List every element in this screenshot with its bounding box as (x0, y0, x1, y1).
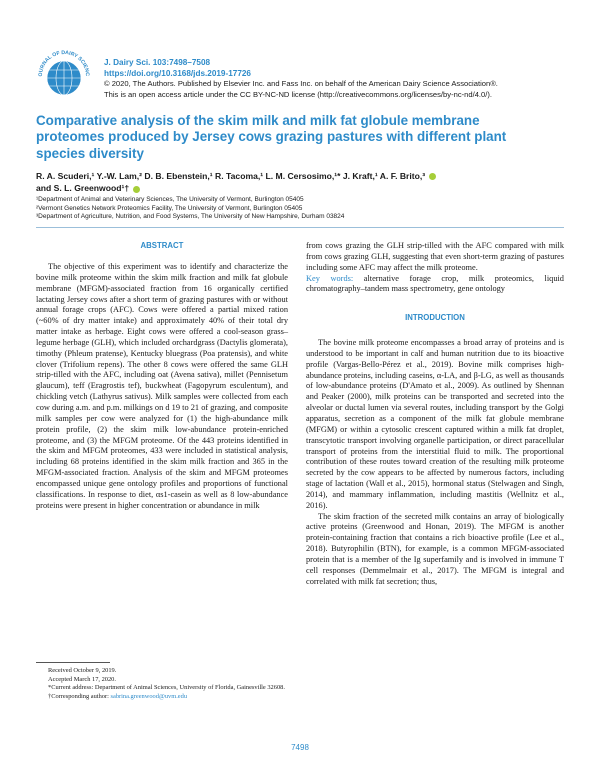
corresponding-author (36, 693, 286, 702)
footnotes (36, 667, 286, 701)
abstract-text: The objective of this experiment was to identify and characterize the bovine milk proteome within the skim milk fraction and milk fat globule membrane (MFGM)-associated fraction from 16 organically certified lactating Jersey cows after a short term of grazing pastures with or without annual forage crops (AFC). Cows were offered a partial mixed ration (~60% of dry matter intake) and approximately 40% of their total dry matter intake as herbage. Eight cows were offered a cool-season grass–legume herbage (GLH), which included orchardgrass (Dactylis glomerata), timothy (Phleum pratense), Kentucky bluegrass (Poa pratensis), and white clover (Trifolium repens). The other 8 cows were offered the same GLH strip-tilled with the AFC, including oat (Avena sativa), millet (Pennisetum glaucum), teff (Eragrostis tef), buckwheat (Fagopyrum esculentum), and chickling vetch (Lathyrus sativus). Milk samples were collected from each cow during a.m. and p.m. milkings on d 19 to 21 of grazing, and composite milk samples per cow were analyzed for (1) the high-abundance milk protein profile, (2) the skim milk low-abundance protein-enriched proteome, and (3) the MFGM proteome. Of the 443 proteins identified in the skim and MFGM proteomes, 433 were included in statistical analysis, including 68 proteins identified in the skim milk fraction and 365 in the MFGM-associated fraction. Analysis of the skim and MFGM proteomes encompassed unique gene ontology profiles and proportions of functional classifications. In response to diet, αs1-casein as well as 8 low-abundance proteins were present in higher concentration or abundance in milk (36, 262, 288, 510)
corresponding-label: †Corresponding author: (48, 692, 109, 700)
accepted-date: Accepted March 17, 2020. (48, 675, 116, 683)
divider (36, 227, 564, 228)
current-address: *Current address: Department of Animal Sciences, University of Florida, Gainesville 32608. (48, 684, 285, 692)
introduction-paragraph-2: The skim fraction of the secreted milk contains an array of biologically active proteins (Greenwood and Honan, 2019). The MFGM is another protein-containing fraction that contains a rich bioactive profile (Lee et al., 2018). Butyrophilin (BTN), for example, is a common MFGM-associated protein that is a member of the Ig superfamily and is involved in immune T cell responses (Demmelmair et al., 2017). The MFGM is integral and correlated with milk fat secretion; thus, (306, 511, 564, 586)
received-date: Received October 9, 2019. (48, 667, 117, 674)
footnote-divider (36, 662, 110, 663)
affiliations (36, 196, 576, 222)
affiliation: ¹Department of Animal and Veterinary Sciences, The University of Vermont, Burlington 05405 (36, 196, 304, 203)
logo-text: OURNAL OF DAIRY SCIENC (37, 49, 91, 77)
keywords-text: alternative forage crop, milk proteomics, liquid chromatography–tandem mass spectrometry, gene ontology (306, 273, 564, 294)
authors-line-1: R. A. Scuderi,¹ Y.-W. Lam,² D. B. Ebenstein,¹ R. Tacoma,¹ L. M. Cersosimo,¹* J. Kraft,¹ A. F. Brito,³ (36, 171, 426, 181)
abstract-body (36, 262, 288, 511)
introduction-heading: INTRODUCTION (405, 313, 465, 323)
journal-citation: J. Dairy Sci. 103:7498–7508 (104, 58, 211, 67)
keywords (306, 274, 564, 296)
abstract-heading: ABSTRACT (140, 241, 184, 250)
doi-link[interactable]: https://doi.org/10.3168/jds.2019-17726 (104, 68, 251, 78)
right-column (306, 241, 564, 587)
article-title: Comparative analysis of the skim milk and milk fat globule membrane proteomes produced by Jersey cows grazing pastures with different plant species diversity (36, 113, 507, 161)
page-number: 7498 (291, 743, 309, 752)
copyright-notice: © 2020, The Authors. Published by Elsevier Inc. and Fass Inc. on behalf of the American Dairy Science Association®. (104, 79, 498, 88)
keywords-label: Key words: (306, 273, 354, 283)
journal-logo (34, 46, 94, 106)
introduction-paragraph-1: The bovine milk proteome encompasses a broad array of proteins and is understood to be important in calf and human nutrition due to its bioactive profile (Vargas-Bello-Pérez et al., 2019). Bovine milk comprises high-abundance proteins, including caseins, α-LA, and β-LG, as well as thousands of low-abundance proteins (D'Amato et al., 2009). As outlined by Shennan and Peaker (2000), milk proteins can be transported and secreted into the alveolar or ductal lumen via several routes, including transport by the Golgi apparatus, secretion as a component of the milk fat globule membrane (MFGM) or within a cytosolic crescent captured within a milk fat droplet, transcytotic transport involving organelle participation, or direct paracellular transport of proteins from the interstitial fluid to milk. The proportional contribution of these routes toward creation of the resulting milk proteome secreted by the cow appears to be affected by numerous factors, including stage of lactation (Wall et al., 2015), hormonal status (Stelwagen and Singh, 2014), and mammary inflammation, including mastitis (Wellnitz et al., 2016). (306, 338, 564, 510)
authors-line-2: and S. L. Greenwood¹† (36, 183, 130, 194)
corresponding-email[interactable]: sabrina.greenwood@uvm.edu (110, 692, 188, 700)
author-list (36, 170, 566, 195)
orcid-icon[interactable] (133, 186, 140, 193)
affiliation: ³Department of Agriculture, Nutrition, and Food Systems, The University of New Hampshire, Durham 03824 (36, 213, 345, 221)
article-header (104, 58, 574, 100)
abstract-continued: from cows grazing the GLH strip-tilled with the AFC compared with milk from cows grazing GLH, suggesting that even short-term grazing of pastures including some AFC may affect the milk proteome. (306, 241, 564, 272)
license-notice: This is an open access article under the CC BY-NC-ND license (http://creativecommons.org/licenses/by-nc-nd/4.0/). (104, 89, 493, 99)
affiliation: ²Vermont Genetics Network Proteomics Facility, The University of Vermont, Burlington 05405 (36, 204, 303, 212)
orcid-icon[interactable] (429, 173, 436, 180)
